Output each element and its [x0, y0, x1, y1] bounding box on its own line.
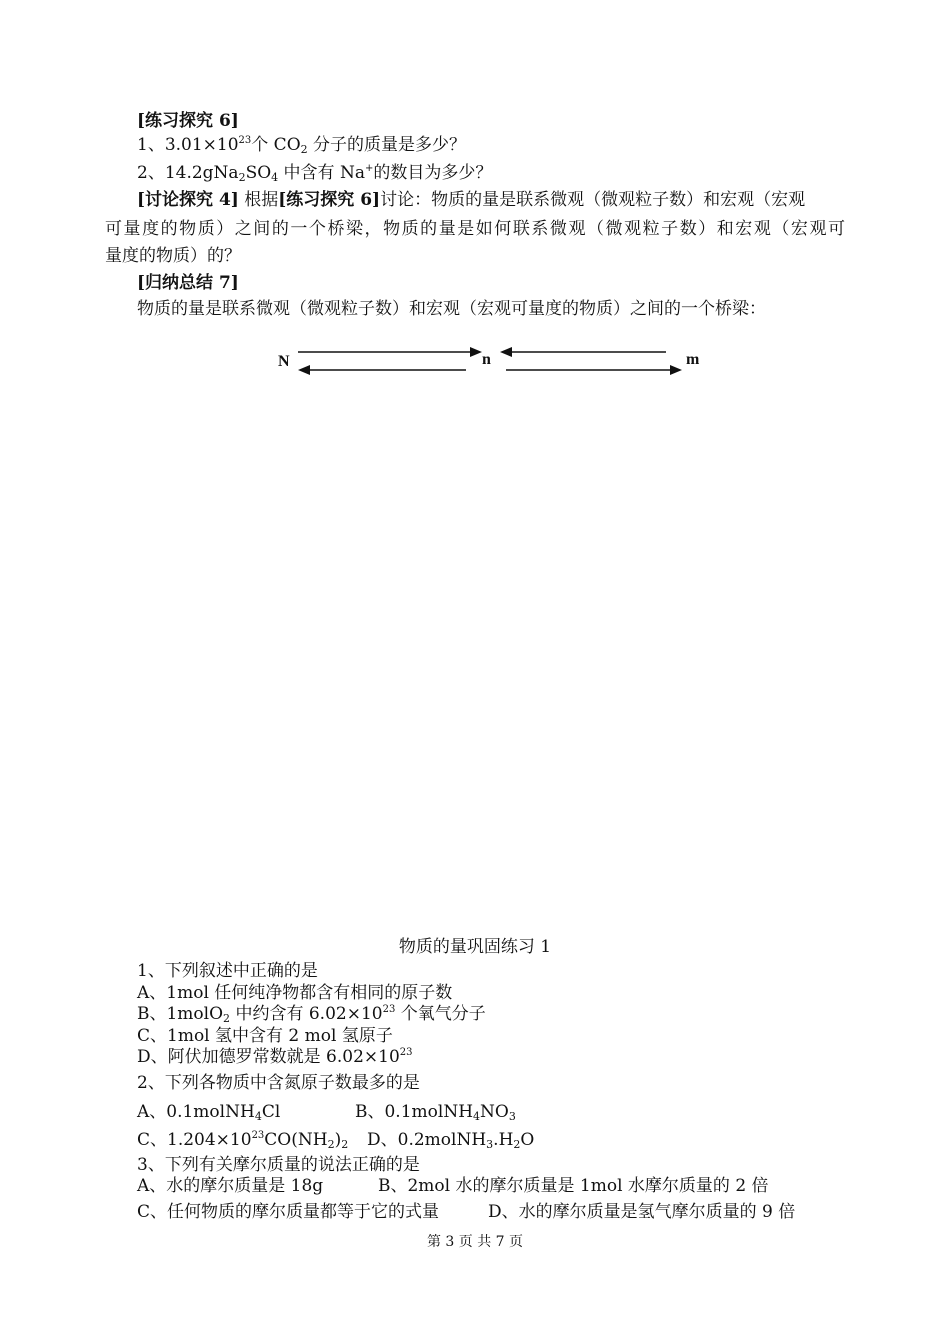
discussion4-reference: [练习探究 6] [278, 190, 381, 210]
discussion4-paragraph-line-3: 量度的物质）的？ [105, 246, 241, 266]
diagram-label-m: m [686, 351, 700, 368]
arrow-m-to-n-head [500, 347, 512, 357]
diagram-label-n: n [482, 351, 491, 368]
q1-option-d: D、阿伏加德罗常数就是 $6.02\times 10^{23}$ [137, 1047, 413, 1067]
conversion-diagram [270, 340, 710, 380]
arrow-n-to-N-head [298, 365, 310, 375]
discussion4-heading: [讨论探究 4] [137, 190, 239, 210]
q3-option-d: D、水的摩尔质量是氢气摩尔质量的 9 倍 [488, 1202, 796, 1222]
q1-option-a: A、1mol 任何纯净物都含有相同的原子数 [137, 983, 453, 1003]
arrow-n-to-m-head [670, 365, 682, 375]
discussion4-paragraph-line-1: [讨论探究 4] 根据[练习探究 6]讨论：物质的量是联系微观（微观粒子数）和宏观（宏观 [137, 190, 806, 210]
page-footer: 第 3 页 共 7 页 [426, 1234, 524, 1250]
arrow-N-to-n-head [470, 347, 482, 357]
summary7-text: 物质的量是联系微观（微观粒子数）和宏观（宏观可量度的物质）之间的一个桥梁： [137, 299, 766, 319]
q3-option-a: A、水的摩尔质量是 18g [137, 1176, 324, 1196]
practice6-question-1: 1、$3.01\times 10^{23}$个 $CO_2$ 分子的质量是多少？ [137, 135, 467, 156]
q1-stem: 1、下列叙述中正确的是 [137, 961, 318, 981]
q2-option-a: A、0.1molNH$_4$Cl [137, 1102, 281, 1123]
discussion4-paragraph-line-2: 可量度的物质）之间的一个桥梁，物质的量是如何联系微观（微观粒子数）和宏观（宏观可 [105, 219, 845, 239]
q3-option-b: B、2mol 水的摩尔质量是 1mol 水摩尔质量的 2 倍 [378, 1176, 769, 1196]
q1-option-b: B、1molO$_2$ 中约含有 $6.02\times 10^{23}$ 个氧气分子 [137, 1004, 486, 1025]
q1-option-c: C、1mol 氢中含有 2 mol 氢原子 [137, 1026, 393, 1046]
q2-option-d: D、$0.2molNH_3.H_2O$ [367, 1130, 535, 1151]
practice6-heading: [练习探究 6] [137, 111, 239, 131]
exercise-title: 物质的量巩固练习 1 [398, 937, 552, 957]
q3-option-c: C、任何物质的摩尔质量都等于它的式量 [137, 1202, 440, 1222]
diagram-label-N: N [278, 353, 290, 370]
q3-stem: 3、下列有关摩尔质量的说法正确的是 [137, 1155, 420, 1175]
q2-stem: 2、下列各物质中含氮原子数最多的是 [137, 1073, 420, 1093]
q2-option-c: C、$1.204\times 10^{23}CO(NH_2)_2$ [137, 1130, 349, 1151]
q2-option-b: B、$0.1molNH_4NO_3$ [355, 1102, 516, 1123]
practice6-question-2: 2、$14.2gNa_2SO_4$ 中含有 Na+的数目为多少？ [137, 163, 493, 184]
summary7-heading: [归纳总结 7] [137, 273, 239, 293]
